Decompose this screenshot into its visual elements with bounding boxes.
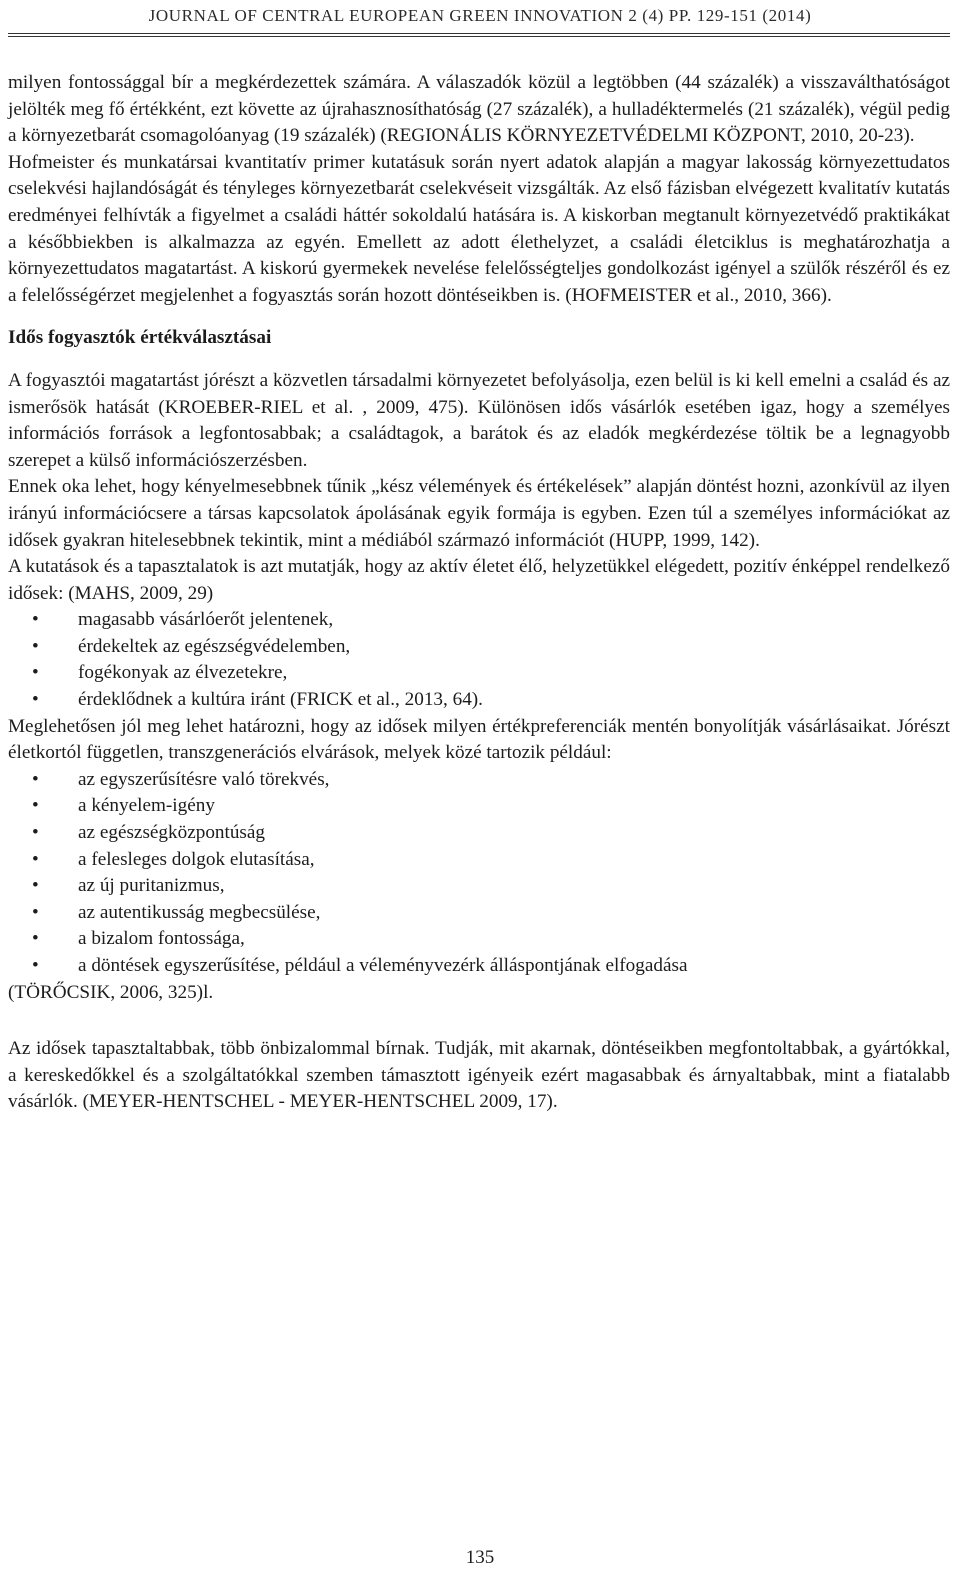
citation-torocsik: (TÖRŐCSIK, 2006, 325)l. bbox=[8, 981, 214, 1003]
paragraph-social-environment: A fogyasztói magatartást jórészt a közvetlen társadalmi környezetet befolyásolja, ezen belül is ki kell emelni a család és az ismerősök hatását (KROEBER-RIEL et al. , 2009, 475). Különösen idős vásárlók esetében igaz, hogy a személyes információs források a legfontosabbak; a családtagok, a barátok és az eladók megkérdezése töltik be a legnagyobb szerepet a külső információszerzésben. bbox=[8, 369, 950, 471]
bullet-icon: • bbox=[32, 822, 39, 844]
list-item: • magasabb vásárlóerőt jelentenek, bbox=[8, 607, 950, 634]
list-item: • az egyszerűsítésre való törekvés, bbox=[8, 767, 950, 794]
list-item: • a kényelem-igény bbox=[8, 793, 950, 820]
bullet-icon: • bbox=[32, 609, 39, 631]
bullet-icon: • bbox=[32, 795, 39, 817]
header-divider bbox=[8, 33, 950, 37]
paragraph-experienced-elderly: Az idősek tapasztaltabbak, több önbizalommal bírnak. Tudják, mit akarnak, döntéseikben megfontoltabbak, a gyártókkal, a kereskedőkkel és a szolgáltatókkal szemben támasztott igényeik ezért magasabbak és árnyaltabbak, mint a fiatalabb vásárlók. (MEYER-HENTSCHEL - MEYER-HENTSCHEL 2009, 17). bbox=[8, 1038, 950, 1113]
bullet-icon: • bbox=[32, 635, 39, 657]
section-heading: Idős fogyasztók értékválasztásai bbox=[8, 327, 272, 349]
paragraph-hofmeister: Hofmeister és munkatársai kvantitatív primer kutatásuk során nyert adatok alapján a magyar lakosság környezettudatos cselekvési hajlandóságát és tényleges környezetbarát cselekvéseit vizsgálták. Az első fázisban elvégezett kvalitatív kutatás eredményei felhívták a figyelmet a családi háttér sokoldalú hatására is. A kiskorban megtanult környezetvédő praktikákat a későbbiekben is alkalmazza az egyén. Emellett az adott élethelyzet, a családi életciklus is meghatározhatja a környezettudatos magatartást. A kiskorú gyermekek nevelése felelősségteljes gondolkozást igényel a szülők részéről és ez a felelősségérzet megjelenhet a fogyasztás során hozott döntéseikben is. (HOFMEISTER et al., 2010, 366). bbox=[8, 151, 950, 306]
article-body bbox=[8, 70, 950, 1116]
list-item: • a felesleges dolgok elutasítása, bbox=[8, 847, 950, 874]
paragraph-ready-opinions: Ennek oka lehet, hogy kényelmesebbnek tűnik „kész vélemények és értékelések” alapján döntést hozni, azonkívül az ilyen irányú információcsere a társas kapcsolatok ápolásának egyik formája is egyben. Ezen túl a személyes információkat az idősek gyakran hitelesebbnek tekintik, mint a médiából származó információt (HUPP, 1999, 142). bbox=[8, 476, 950, 551]
bullet-icon: • bbox=[32, 662, 39, 684]
bullet-icon: • bbox=[32, 848, 39, 870]
paragraph-active-elderly: A kutatások és a tapasztalatok is azt mutatják, hogy az aktív életet élő, helyzetükkel elégedett, pozitív énképpel rendelkező idősek: (MAHS, 2009, 29) bbox=[8, 556, 950, 604]
page-number: 135 bbox=[465, 1547, 495, 1568]
list-item: • érdeklődnek a kultúra iránt (FRICK et al., 2013, 64). bbox=[8, 687, 950, 714]
paragraph-packaging-survey: milyen fontossággal bír a megkérdezettek számára. A válaszadók közül a legtöbben (44 százalék) a visszaválthatóságot jelölték meg fő értékként, ezt követte az újrahasznosíthatóság (27 százalék), a hulladéktermelés (21 százalék), végül pedig a környezetbarát csomagolóanyag (19 százalék) (REGIONÁLIS KÖRNYEZETVÉDELMI KÖZPONT, 2010, 20-23). bbox=[8, 72, 950, 147]
list-item: • az autentikusság megbecsülése, bbox=[8, 900, 950, 927]
list-item: • fogékonyak az élvezetekre, bbox=[8, 660, 950, 687]
list-item: • az egészségközpontúság bbox=[8, 820, 950, 847]
active-elderly-list bbox=[8, 607, 950, 713]
bullet-icon: • bbox=[32, 875, 39, 897]
journal-header: JOURNAL OF CENTRAL EUROPEAN GREEN INNOVATION 2 (4) PP. 129-151 (2014) bbox=[148, 6, 812, 25]
paragraph-value-preferences: Meglehetősen jól meg lehet határozni, hogy az idősek milyen értékpreferenciák mentén bonyolítják vásárlásaikat. Jórészt életkortól független, transzgenerációs elvárások, melyek közé tartozik például: bbox=[8, 715, 950, 764]
bullet-icon: • bbox=[32, 768, 39, 790]
value-preferences-list bbox=[8, 767, 950, 980]
list-item: • az új puritanizmus, bbox=[8, 873, 950, 900]
list-item: • a döntések egyszerűsítése, például a véleményvezérk álláspontjának elfogadása bbox=[8, 953, 950, 980]
bullet-icon: • bbox=[32, 955, 39, 976]
bullet-icon: • bbox=[32, 901, 39, 923]
list-item: • érdekeltek az egészségvédelemben, bbox=[8, 634, 950, 661]
list-item: • a bizalom fontossága, bbox=[8, 926, 950, 953]
bullet-icon: • bbox=[32, 928, 39, 950]
bullet-icon: • bbox=[32, 689, 39, 711]
